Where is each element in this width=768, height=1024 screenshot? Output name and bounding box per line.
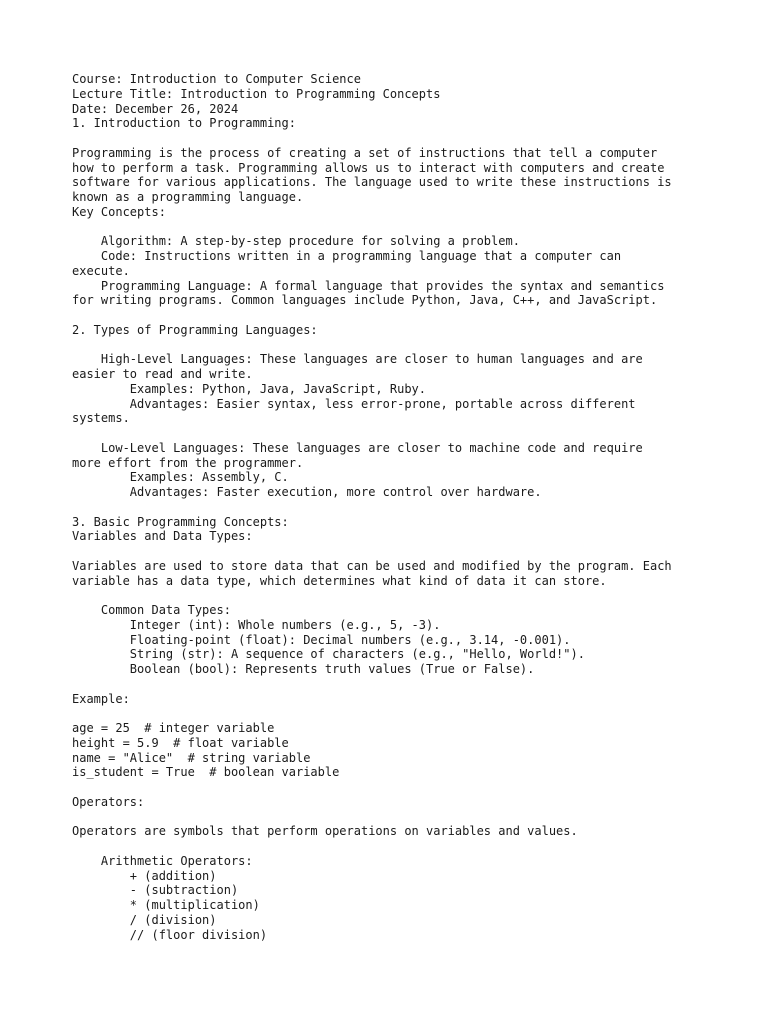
document-line: Date: December 26, 2024	[72, 101, 239, 116]
document-line: Integer (int): Whole numbers (e.g., 5, -3).	[72, 617, 441, 632]
document-line: height = 5.9 # float variable	[72, 735, 289, 750]
document-line: * (multiplication)	[72, 898, 260, 912]
document-line: age = 25 # integer variable	[72, 721, 275, 735]
document-line: 1. Introduction to Programming:	[72, 116, 296, 131]
document-line: Examples: Python, Java, JavaScript, Ruby.	[72, 381, 427, 396]
document-line: how to perform a task. Programming allows us to interact with computers and create	[72, 160, 665, 175]
document-line: 2. Types of Programming Languages:	[72, 322, 318, 337]
document-line: easier to read and write.	[72, 367, 253, 381]
document-line	[72, 131, 712, 146]
document-line: Advantages: Faster execution, more control over hardware.	[72, 485, 542, 499]
document-line: for writing programs. Common languages include Python, Java, C++, and JavaScript.	[72, 293, 658, 308]
document-line: Code: Instructions written in a programming language that a computer can	[72, 249, 622, 263]
document-line: Key Concepts:	[72, 204, 166, 219]
document-line: name = "Alice" # string variable	[72, 750, 311, 765]
document-line: Course: Introduction to Computer Science	[72, 72, 361, 86]
document-line	[72, 544, 712, 559]
document-line: Example:	[72, 691, 130, 706]
document-line: systems.	[72, 411, 130, 426]
document-line	[72, 706, 712, 721]
document-line: Variables are used to store data that can be used and modified by the program. Each	[72, 558, 672, 573]
document-line: Boolean (bool): Represents truth values (True or False).	[72, 662, 535, 676]
document-line: Common Data Types:	[72, 603, 231, 617]
document-line: Operators are symbols that perform operations on variables and values.	[72, 824, 578, 839]
document-line	[72, 338, 712, 353]
document-line	[72, 588, 712, 603]
document-line: is_student = True # boolean variable	[72, 765, 340, 780]
document-line: Programming is the process of creating a set of instructions that tell a computer	[72, 145, 658, 160]
document-line	[72, 780, 712, 795]
document-line: Floating-point (float): Decimal numbers (e.g., 3.14, -0.001).	[72, 632, 571, 647]
document-line: Advantages: Easier syntax, less error-prone, portable across different	[72, 396, 636, 411]
document-line: Operators:	[72, 794, 145, 809]
document-line: Programming Language: A formal language that provides the syntax and semantics	[72, 278, 665, 293]
document-line: variable has a data type, which determines what kind of data it can store.	[72, 573, 607, 588]
document-line: Algorithm: A step-by-step procedure for solving a problem.	[72, 234, 520, 249]
document-line: String (str): A sequence of characters (e.g., "Hello, World!").	[72, 647, 585, 662]
document-line	[72, 500, 712, 515]
document-line: Lecture Title: Introduction to Programming Concepts	[72, 86, 441, 101]
document-line	[72, 810, 712, 825]
document-line: software for various applications. The language used to write these instructions is	[72, 175, 672, 190]
document-line	[72, 839, 712, 854]
document-line: - (subtraction)	[72, 883, 239, 898]
document-line: 3. Basic Programming Concepts:	[72, 514, 289, 529]
document-line: / (division)	[72, 912, 217, 927]
document-line: Arithmetic Operators:	[72, 853, 253, 868]
document-line: Low-Level Languages: These languages are closer to machine code and require	[72, 440, 643, 455]
document-line: more effort from the programmer.	[72, 455, 304, 470]
document-line	[72, 308, 712, 323]
document-line: Variables and Data Types:	[72, 529, 253, 544]
document-line: + (addition)	[72, 868, 217, 883]
document-line: Examples: Assembly, C.	[72, 470, 289, 485]
document-text	[72, 72, 712, 942]
document-line: execute.	[72, 263, 130, 278]
document-line: // (floor division)	[72, 927, 268, 942]
document-line: High-Level Languages: These languages are closer to human languages and are	[72, 352, 643, 367]
document-line: known as a programming language.	[72, 190, 304, 204]
document-line	[72, 220, 712, 235]
document-line	[72, 426, 712, 441]
document-line	[72, 677, 712, 692]
